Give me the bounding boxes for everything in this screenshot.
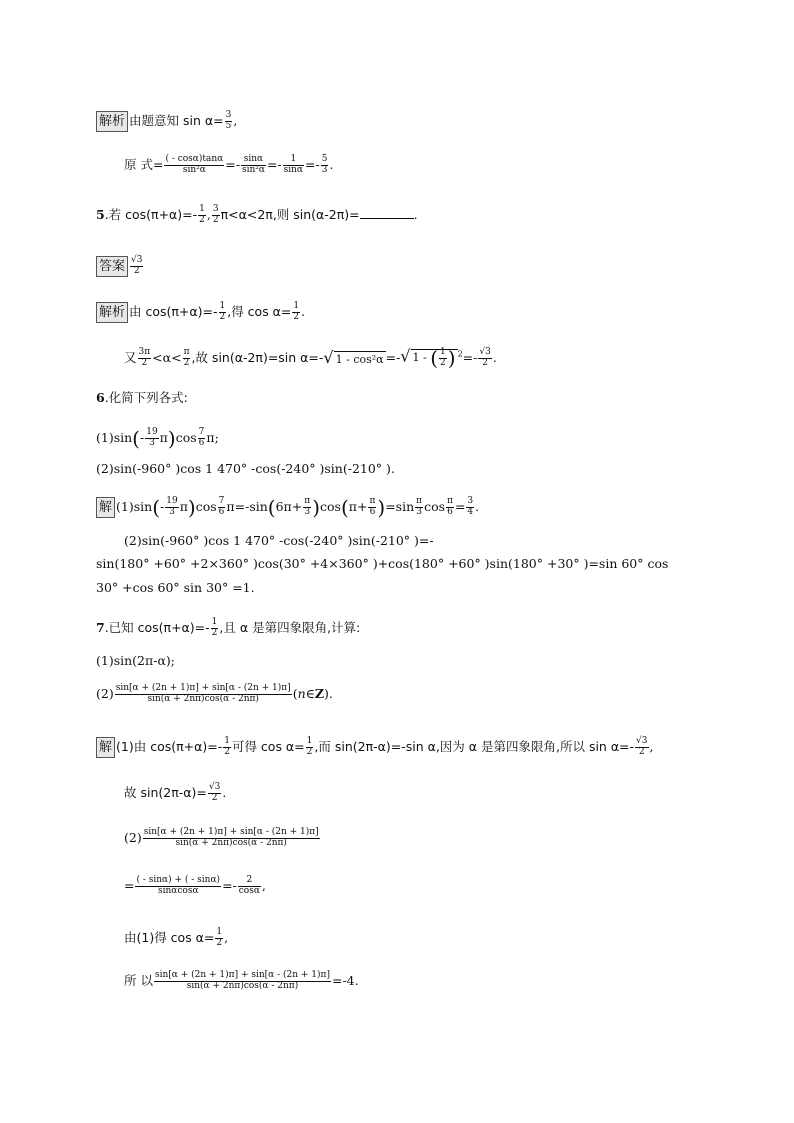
p4-derivation-line: 原 式= $\frac{( - \cos\alpha)\tan\alpha}{\text{sin²α}}$ =- $\frac{\sin\alpha}{\text{sin²α}}$ =- $\frac{1}{\sin\alpha}$ =- $\frac{5}{3}$ . [124,154,334,175]
q7-part2: (2) $\frac{\sin[\alpha + (2n + 1)\pi] + \sin[\alpha - (2n + 1)\pi]}{\sin(\alpha + 2n\pi)\cos(\alpha - 2n\pi)}$ (n∈Z). [96,683,333,704]
fraction: $\frac{3}{2}$ [212,204,219,225]
q6-part1: (1)sin(- $\frac{19}{3}$ π)cos $\frac{7}{6}$ π; [96,426,219,451]
question-number: 7 [96,619,105,635]
q5-question: 5.若 cos(π+α)=- $\frac{1}{2}$ , $\frac{3}{2}$ π<α<2π,则 sin(α-2π)= . [96,204,418,225]
radical: √ 1 - ( $\frac{1}{2}$ ) [400,346,456,371]
solution-tag: 解 [96,497,115,518]
question-number: 6 [96,390,105,405]
fraction: $\frac{1}{2}$ [440,347,446,368]
fraction: $\frac{√3}{2}$ [131,255,143,276]
fraction: $\frac{\sin[\alpha + (2n + 1)\pi] + \sin[\alpha - (2n + 1)\pi]}{\sin(\alpha + 2n\pi)\cos(\alpha - 2n\pi)}$ [143,827,319,848]
q6-solution-line3: sin(180° +60° +2×360° )cos(30° +4×360° )+cos(180° +60° )sin(180° +30° )=sin 60° cos [96,556,669,571]
fraction: $\frac{1}{2}$ [216,927,223,948]
q7-solution-line5: 由(1)得 cos α= $\frac{1}{2}$ , [124,927,229,948]
fraction: $\frac{5}{3}$ [321,154,328,175]
fraction: $\frac{3\pi}{2}$ [138,347,151,368]
q7-part1: (1)sin(2π-α); [96,653,175,668]
fraction: $\frac{√3}{2}$ [208,782,221,803]
fraction: $\frac{19}{3}$ [166,496,178,517]
fraction: $\frac{1}{2}$ [224,736,230,757]
fraction: $\frac{\pi}{3}$ [416,496,423,517]
q6-part2: (2)sin(-960° )cos 1 470° -cos(-240° )sin(-210° ). [96,461,395,476]
fraction: $\frac{7}{6}$ [198,427,205,448]
q7-solution-line2: 故 sin(2π-α)= $\frac{√3}{2}$ . [124,782,227,803]
fraction: $\frac{3}{4}$ [467,496,474,517]
fraction: $\frac{2}{\cos\alpha}$ [238,875,260,896]
fraction: $\frac{7}{6}$ [218,496,225,517]
q6-solution-line4: 30° +cos 60° sin 30° =1. [96,580,255,595]
radical: √ 1 - cos²α [323,348,384,368]
q7-solution-line1: 解 (1)由 cos(π+α)=- $\frac{1}{2}$ 可得 cos α= $\frac{1}{2}$ ,而 sin(2π-α)=-sin α,因为 α 是第四象限角,所以 sin α=- $\frac{√3}{2}$ , [96,737,654,758]
fraction: $\frac{( - \cos\alpha)\tan\alpha}{\text{sin²α}}$ [165,154,224,175]
fraction: $\frac{( - \sin\alpha) + ( - \sin\alpha)}{\sin\alpha\cos\alpha}$ [136,875,221,896]
fraction: $\frac{1}{2}$ [293,301,300,322]
fraction: $\frac{\sin[\alpha + (2n + 1)\pi] + \sin[\alpha - (2n + 1)\pi]}{\sin(\alpha + 2n\pi)\cos(\alpha - 2n\pi)}$ [115,683,291,704]
fraction: $\frac{1}{2}$ [306,736,313,757]
answer-blank [360,208,414,219]
q5-derivation-line: 又 $\frac{3\pi}{2}$ <α< $\frac{\pi}{2}$ ,故 sin(α-2π)=sin α=-√ 1 - cos²α =-√ 1 - ( $\frac{1}{2}$ ) $^2$=- $\frac{√3}{2}$ . [124,346,497,371]
fraction: $\frac{\pi}{3}$ [304,496,311,517]
answer-tag: 答案 [96,256,128,277]
q6-solution-line2: (2)sin(-960° )cos 1 470° -cos(-240° )sin(-210° )=- [124,533,434,548]
p4-intro: 由题意知 sin α= [129,113,224,128]
q7-title: 7.已知 cos(π+α)=- $\frac{1}{2}$ ,且 α 是第四象限角,计算: [96,617,361,638]
fraction: $\frac{1}{2}$ [219,301,226,322]
fraction: $\frac{3}{5}$ [225,110,232,131]
q6-solution-line1: 解 (1)sin(- $\frac{19}{3}$ π)cos $\frac{7}{6}$ π=-sin(6π+ $\frac{\pi}{3}$ )cos(π+ $\frac{\pi}{6}$ )=sin $\frac{\pi}{3}$ cos $\frac{\pi}{6}$ = $\frac{3}{4}$ . [96,497,479,518]
q5-analysis-line: 解析 由 cos(π+α)=- $\frac{1}{2}$ ,得 cos α= $\frac{1}{2}$ . [96,302,305,323]
q6-title: 6.化简下列各式: [96,390,188,405]
question-number: 5 [96,206,105,222]
fraction: $\frac{19}{3}$ [146,427,158,448]
orig-label: 原 式= [124,156,164,172]
analysis-tag: 解析 [96,111,128,132]
fraction: $\frac{1}{\sin\alpha}$ [283,154,304,175]
q5-answer-line [96,256,144,277]
solution-tag: 解 [96,737,115,758]
fraction: $\frac{√3}{2}$ [479,347,491,368]
fraction: $\frac{\pi}{6}$ [447,496,453,517]
q7-solution-line4: = $\frac{( - \sin\alpha) + ( - \sin\alpha)}{\sin\alpha\cos\alpha}$ =- $\frac{2}{\cos\alpha}$ , [124,875,266,896]
fraction: $\frac{\sin\alpha}{\text{sin²α}}$ [241,154,265,175]
fraction: $\frac{\pi}{6}$ [369,496,376,517]
q7-solution-line3: (2) $\frac{\sin[\alpha + (2n + 1)\pi] + \sin[\alpha - (2n + 1)\pi]}{\sin(\alpha + 2n\pi)\cos(\alpha - 2n\pi)}$ [124,827,319,848]
p4-analysis-line: 解析 由题意知 sin α= $\frac{3}{5}$ , [96,111,237,132]
fraction: $\frac{1}{2}$ [211,617,218,638]
fraction: $\frac{1}{2}$ [199,204,205,225]
fraction: $\frac{\pi}{2}$ [183,347,190,368]
fraction: $\frac{√3}{2}$ [636,736,648,757]
fraction: $\frac{\sin[\alpha + (2n + 1)\pi] + \sin[\alpha - (2n + 1)\pi]}{\sin(\alpha + 2n\pi)\cos(\alpha - 2n\pi)}$ [154,970,330,991]
analysis-tag: 解析 [96,302,128,323]
q7-solution-line6: 所 以 $\frac{\sin[\alpha + (2n + 1)\pi] + \sin[\alpha - (2n + 1)\pi]}{\sin(\alpha + 2n\pi)\cos(\alpha - 2n\pi)}$ =-4. [124,970,359,991]
